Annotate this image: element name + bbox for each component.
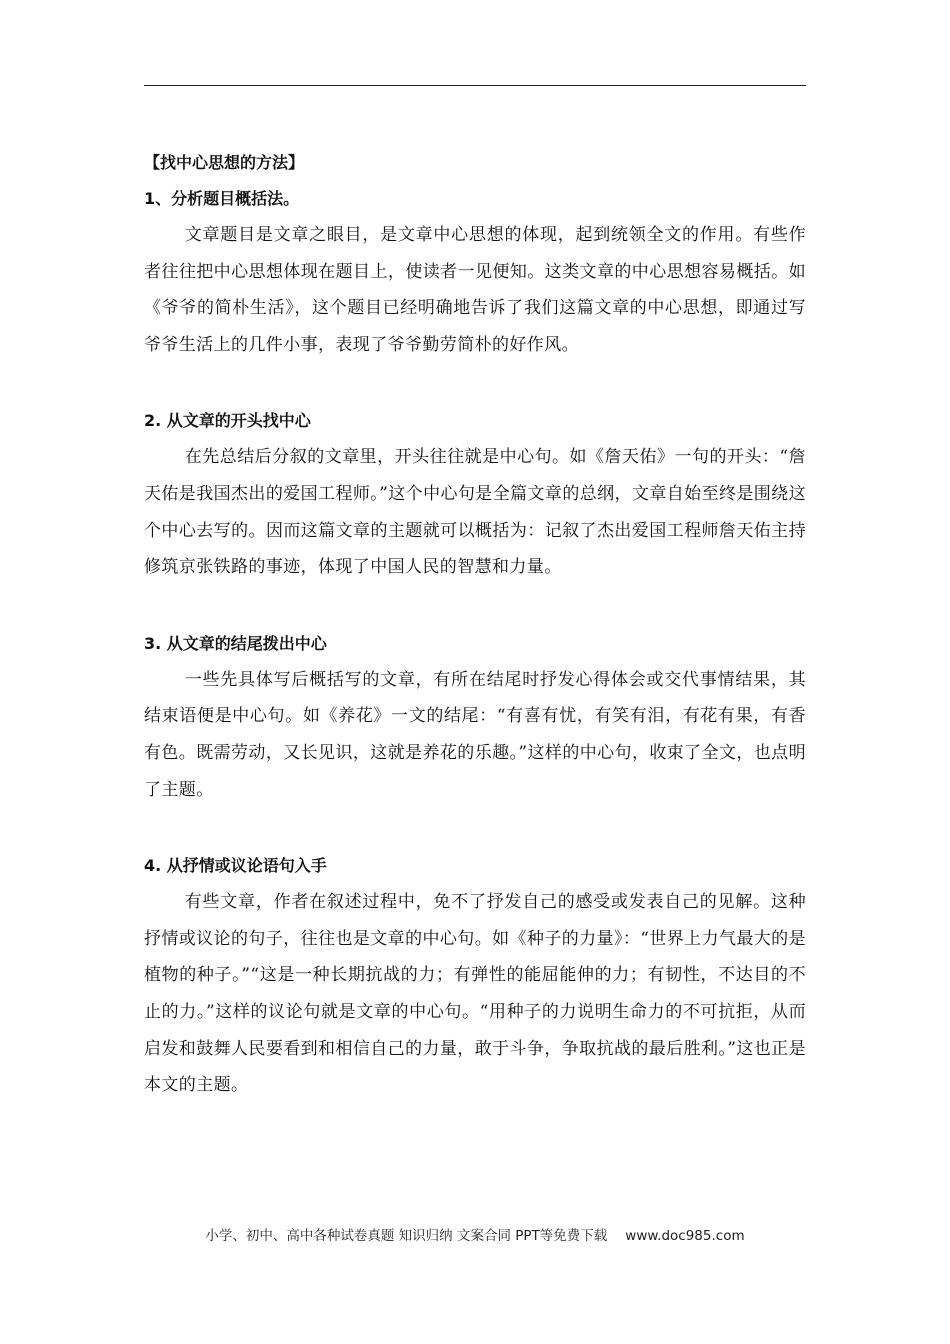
- header-rule: [144, 85, 806, 86]
- section-heading-1: 1、分析题目概括法。: [144, 189, 300, 208]
- section-gap: [144, 363, 806, 403]
- footer-url-link[interactable]: www.doc985.com: [625, 1228, 745, 1244]
- page-footer: [0, 1224, 950, 1244]
- section-heading-2: 2. 从文章的开头找中心: [144, 411, 311, 431]
- section-heading-4: 4. 从抒情或议论语句入手: [144, 856, 327, 876]
- section-paragraph-3: 一些先具体写后概括写的文章，有所在结尾时抒发心得体会或交代事情结果，其结束语便是中心句。如《养花》一文的结尾：“有喜有忧，有笑有泪，有花有果，有香有色。既需劳动，又长见识，这就是养花的乐趣。”这样的中心句，收束了全文，也点明了主题。: [144, 669, 806, 800]
- section-gap: [144, 808, 806, 848]
- document-title: 【找中心思想的方法】: [144, 153, 305, 172]
- section-heading-3: 3. 从文章的结尾拨出中心: [144, 633, 327, 653]
- section-paragraph-1: 文章题目是文章之眼目，是文章中心思想的体现，起到统领全文的作用。有些作者往往把中心思想体现在题目上，使读者一见便知。这类文章的中心思想容易概括。如《爷爷的简朴生活》，这个题目已经明确地告诉了我们这篇文章的中心思想，即通过写爷爷生活上的几件小事，表现了爷爷勤劳简朴的好作风。: [144, 225, 806, 355]
- section-paragraph-2: 在先总结后分叙的文章里，开头往往就是中心句。如《詹天佑》一句的开头：“詹天佑是我国杰出的爱国工程师。”这个中心句是全篇文章的总纲，文章自始至终是围绕这个中心去写的。因而这篇文章的主题就可以概括为：记叙了杰出爱国工程师詹天佑主持修筑京张铁路的事迹，体现了中国人民的智慧和力量。: [144, 447, 806, 578]
- section-paragraph-4: 有些文章，作者在叙述过程中，免不了抒发自己的感受或发表自己的见解。这种抒情或议论的句子，往往也是文章的中心句。如《种子的力量》：“世界上力气最大的是植物的种子。”“这是一种长期抗战的力；有弹性的能屈能伸的力；有韧性，不达目的不止的力。”这样的议论句就是文章的中心句。“用种子的力说明生命力的不可抗拒，从而启发和鼓舞人民要看到和相信自己的力量，敢于斗争，争取抗战的最后胜利。”这也正是本文的主题。: [144, 892, 806, 1096]
- footer-text: 小学、初中、高中各种试卷真题 知识归纳 文案合同 PPT等免费下载: [205, 1228, 608, 1244]
- document-body: [144, 145, 806, 1104]
- section-gap: [144, 586, 806, 626]
